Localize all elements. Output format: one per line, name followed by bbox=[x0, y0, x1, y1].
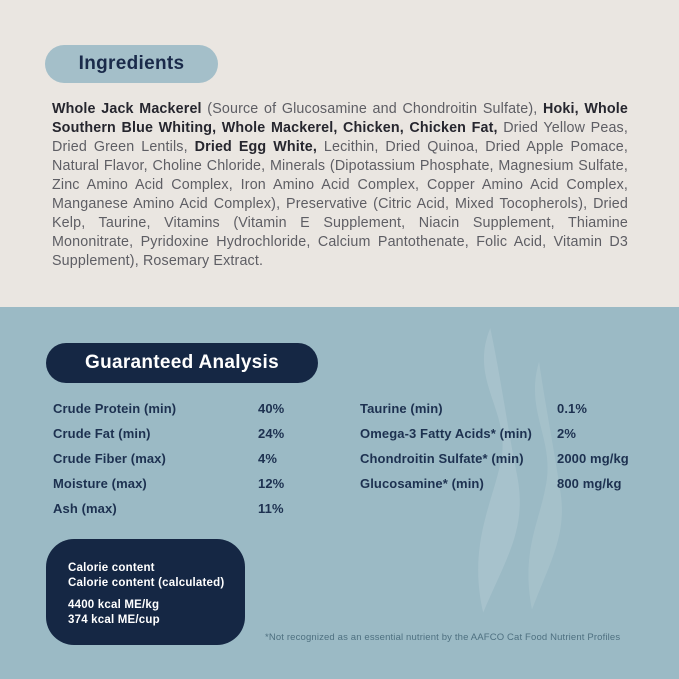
analysis-label: Crude Fat (min) bbox=[53, 426, 151, 441]
analysis-row-crude-fat bbox=[53, 426, 343, 451]
analysis-value: 2% bbox=[557, 426, 576, 441]
analysis-value: 12% bbox=[258, 476, 285, 491]
calorie-content-box bbox=[46, 539, 245, 645]
analysis-table-left-column bbox=[53, 401, 343, 526]
analysis-label: Moisture (max) bbox=[53, 476, 147, 491]
analysis-value: 0.1% bbox=[557, 401, 588, 416]
ingredient-segment: Dried Yellow Peas, Dried Green Lentils, bbox=[52, 120, 628, 155]
calorie-line: Calorie content (calculated) bbox=[68, 577, 225, 589]
analysis-value: 4% bbox=[258, 451, 277, 466]
analysis-row-glucosamine bbox=[360, 476, 660, 501]
analysis-label: Chondroitin Sulfate* (min) bbox=[360, 451, 524, 466]
analysis-row-crude-fiber bbox=[53, 451, 343, 476]
calorie-value-line: 374 kcal ME/cup bbox=[68, 614, 160, 626]
ingredient-segment: Dried Egg White, bbox=[194, 139, 317, 155]
analysis-row-moisture bbox=[53, 476, 343, 501]
ingredient-segment: Hoki, Whole Southern Blue Whiting, Whole Mackerel, Chicken, Chicken Fat, bbox=[52, 101, 628, 136]
ingredient-segment: Lecithin, Dried Quinoa, Dried Apple Pomace, Natural Flavor, Choline Chloride, Minerals (Dipotassium Phosphate, Magnesium Sulfate, Zinc Amino Acid Complex, Iron Amino Acid Complex, Copper Amino Acid Complex, Manganese Amino Acid Complex), Preservative (Citric Acid, Mixed Tocopherols), Dried Kelp, Taurine, Vitamins (Vitamin E Supplement, Niacin Supplement, Thiamine Mononitrate, Pyridoxine Hydrochloride, Calcium Pantothenate, Folic Acid, Vitamin D3 Supplement), Rosemary Extract. bbox=[52, 139, 629, 269]
analysis-row-chondroitin bbox=[360, 451, 660, 476]
analysis-label: Crude Fiber (max) bbox=[53, 451, 166, 466]
calorie-line: Calorie content bbox=[68, 562, 155, 574]
analysis-label: Glucosamine* (min) bbox=[360, 476, 484, 491]
guaranteed-analysis-heading: Guaranteed Analysis bbox=[84, 352, 279, 373]
analysis-value: 11% bbox=[258, 501, 284, 516]
guaranteed-analysis-heading-pill bbox=[46, 343, 318, 383]
ingredients-paragraph bbox=[52, 100, 628, 271]
analysis-label: Ash (max) bbox=[53, 501, 117, 516]
guaranteed-analysis-section bbox=[0, 307, 679, 679]
analysis-row-ash bbox=[53, 501, 343, 526]
analysis-label: Taurine (min) bbox=[360, 401, 443, 416]
ingredient-segment: (Source of Glucosamine and Chondroitin Sulfate), bbox=[201, 101, 544, 117]
analysis-value: 40% bbox=[258, 401, 285, 416]
analysis-row-taurine bbox=[360, 401, 660, 426]
ingredients-heading: Ingredients bbox=[78, 53, 185, 74]
analysis-label: Omega-3 Fatty Acids* (min) bbox=[360, 426, 532, 441]
analysis-row-crude-protein bbox=[53, 401, 343, 426]
analysis-value: 2000 mg/kg bbox=[557, 451, 629, 466]
aafco-footnote: *Not recognized as an essential nutrient by the AAFCO Cat Food Nutrient Profiles bbox=[265, 632, 621, 643]
analysis-value: 24% bbox=[258, 426, 285, 441]
ingredient-segment: Whole Jack Mackerel bbox=[52, 101, 202, 117]
calorie-line-gap bbox=[68, 591, 237, 598]
ingredients-heading-pill bbox=[45, 45, 218, 83]
ingredients-section bbox=[0, 0, 679, 307]
calorie-value-line: 4400 kcal ME/kg bbox=[68, 599, 160, 611]
analysis-row-omega3 bbox=[360, 426, 660, 451]
analysis-label: Crude Protein (min) bbox=[53, 401, 177, 416]
analysis-table-right-column bbox=[360, 401, 660, 501]
analysis-value: 800 mg/kg bbox=[557, 476, 622, 491]
